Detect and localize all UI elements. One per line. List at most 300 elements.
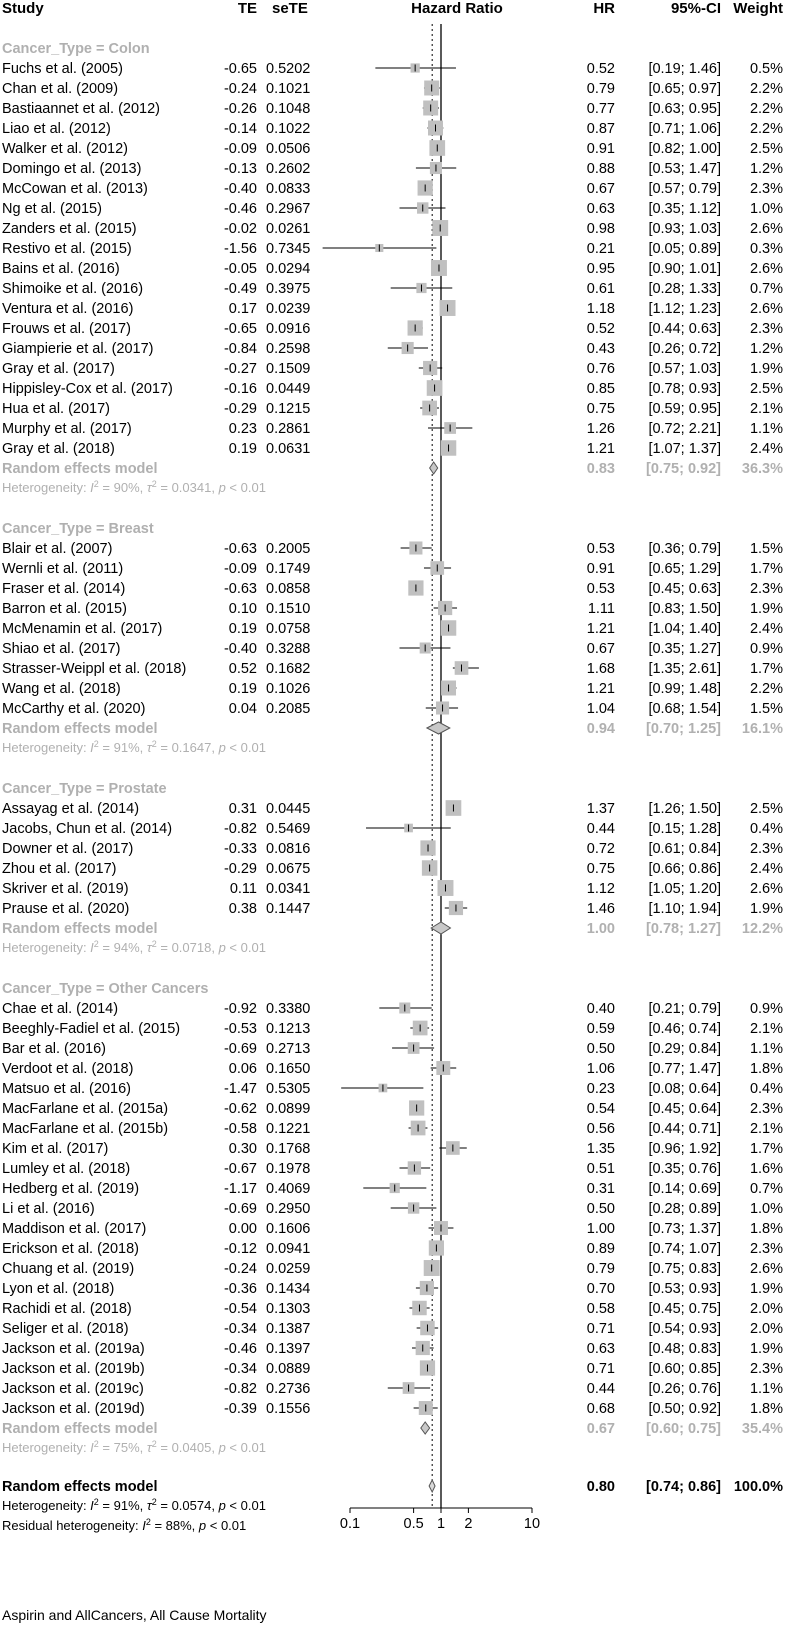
header-te: TE [237, 0, 257, 17]
study-sete: 0.2713 [266, 1041, 311, 1057]
study-weight: 0.9% [749, 641, 783, 657]
study-name: Barron et al. (2015) [2, 601, 127, 617]
study-name: Ng et al. (2015) [2, 201, 102, 217]
study-weight: 2.3% [749, 1241, 783, 1257]
study-ci: [0.65; 0.97] [648, 81, 721, 97]
het-i2-value: = 75%, [98, 1440, 147, 1455]
study-weight: 2.6% [749, 881, 783, 897]
study-sete: 0.2950 [266, 1201, 311, 1217]
study-hr: 1.21 [586, 441, 615, 457]
het-p-symbol: p [218, 940, 226, 955]
study-hr: 1.35 [586, 1141, 615, 1157]
study-sete: 0.0506 [266, 141, 311, 157]
study-ci: [0.53; 0.93] [648, 1281, 721, 1297]
column-headers [2, 0, 783, 17]
study-sete: 0.0341 [266, 881, 311, 897]
het-tau-symbol: τ [146, 480, 152, 495]
study-name: Jackson et al. (2019d) [2, 1401, 145, 1417]
study-sete: 0.1215 [266, 401, 311, 417]
study-ci: [0.59; 0.95] [648, 401, 721, 417]
study-sete: 0.1606 [266, 1221, 311, 1237]
subgroup-model-ci: [0.60; 0.75] [646, 1421, 721, 1437]
study-weight: 2.5% [749, 141, 783, 157]
subgroup-model-label: Random effects model [2, 1421, 158, 1437]
study-weight: 1.9% [749, 601, 783, 617]
study-ci: [0.54; 0.93] [648, 1321, 721, 1337]
study-hr: 0.91 [586, 561, 615, 577]
het-tau-symbol: τ [146, 740, 152, 755]
study-te: -0.26 [223, 101, 257, 117]
study-hr: 0.51 [586, 1161, 615, 1177]
study-name: Prause et al. (2020) [2, 901, 130, 917]
study-ci: [0.78; 0.93] [648, 381, 721, 397]
study-ci: [0.45; 0.63] [648, 581, 721, 597]
study-te: -0.40 [223, 641, 257, 657]
study-hr: 0.43 [586, 341, 615, 357]
study-sete: 0.1387 [266, 1321, 311, 1337]
study-ci: [0.63; 0.95] [648, 101, 721, 117]
study-sete: 0.5305 [266, 1081, 311, 1097]
study-te: 0.19 [228, 681, 257, 697]
study-ci: [0.29; 0.84] [648, 1041, 721, 1057]
study-ci: [0.60; 0.85] [648, 1361, 721, 1377]
study-sete: 0.0239 [266, 301, 311, 317]
subgroup-model-hr: 0.67 [586, 1421, 615, 1437]
study-ci: [0.65; 1.29] [648, 561, 721, 577]
study-weight: 0.9% [749, 1001, 783, 1017]
study-ci: [1.04; 1.40] [648, 621, 721, 637]
study-ci: [0.99; 1.48] [648, 681, 721, 697]
study-sete: 0.1768 [266, 1141, 311, 1157]
study-ci: [0.83; 1.50] [648, 601, 721, 617]
het-i2-value: = 88%, [150, 1518, 199, 1533]
study-weight: 1.6% [749, 1161, 783, 1177]
study-sete: 0.0758 [266, 621, 311, 637]
subgroup-model-weight: 35.4% [741, 1421, 783, 1437]
het-prefix: Residual heterogeneity: [2, 1518, 143, 1533]
study-hr: 1.26 [586, 421, 615, 437]
study-sete: 0.0858 [266, 581, 311, 597]
study-sete: 0.2598 [266, 341, 311, 357]
study-name: Skriver et al. (2019) [2, 881, 129, 897]
study-te: 0.10 [228, 601, 257, 617]
study-hr: 0.23 [586, 1081, 615, 1097]
study-te: -0.39 [223, 1401, 257, 1417]
study-te: -0.65 [223, 321, 257, 337]
study-sete: 0.0449 [266, 381, 311, 397]
study-sete: 0.1026 [266, 681, 311, 697]
study-sete: 0.0631 [266, 441, 311, 457]
study-ci: [0.44; 0.71] [648, 1121, 721, 1137]
study-sete: 0.1509 [266, 361, 311, 377]
het-prefix: Heterogeneity: [2, 1440, 91, 1455]
study-te: 0.17 [228, 301, 257, 317]
study-hr: 0.56 [586, 1121, 615, 1137]
study-hr: 1.18 [586, 301, 615, 317]
study-name: Jackson et al. (2019b) [2, 1361, 145, 1377]
study-weight: 0.7% [749, 281, 783, 297]
study-weight: 1.9% [749, 901, 783, 917]
study-hr: 0.52 [586, 61, 615, 77]
study-name: Bar et al. (2016) [2, 1041, 106, 1057]
study-ci: [1.05; 1.20] [648, 881, 721, 897]
het-tau-value: = 0.0718, [156, 940, 219, 955]
study-te: -0.58 [223, 1121, 257, 1137]
study-ci: [0.57; 0.79] [648, 181, 721, 197]
study-ci: [1.12; 1.23] [648, 301, 721, 317]
het-prefix: Heterogeneity: [2, 940, 91, 955]
study-sete: 0.1749 [266, 561, 311, 577]
study-ci: [0.35; 0.76] [648, 1161, 721, 1177]
study-weight: 2.5% [749, 801, 783, 817]
study-weight: 1.9% [749, 1281, 783, 1297]
study-weight: 1.8% [749, 1221, 783, 1237]
study-hr: 1.68 [586, 661, 615, 677]
study-name: Jackson et al. (2019a) [2, 1341, 145, 1357]
study-te: -0.27 [223, 361, 257, 377]
x-axis-tick-label: 0.5 [403, 1516, 424, 1532]
study-sete: 0.2967 [266, 201, 311, 217]
study-name: Verdoot et al. (2018) [2, 1061, 134, 1077]
x-axis-tick-label: 10 [523, 1516, 541, 1532]
study-name: Fuchs et al. (2005) [2, 61, 123, 77]
study-weight: 1.1% [749, 421, 783, 437]
study-sete: 0.3288 [266, 641, 311, 657]
study-name: Maddison et al. (2017) [2, 1221, 147, 1237]
study-te: -0.69 [223, 1041, 257, 1057]
study-te: -0.24 [223, 1261, 257, 1277]
study-weight: 2.6% [749, 221, 783, 237]
study-te: -0.54 [223, 1301, 257, 1317]
study-ci: [0.46; 0.74] [648, 1021, 721, 1037]
study-sete: 0.3380 [266, 1001, 311, 1017]
het-tau-exp: 2 [151, 1439, 157, 1449]
x-axis-tick-label: 0.1 [339, 1516, 361, 1532]
x-axis-tick-label: 2 [464, 1516, 473, 1532]
study-name: Liao et al. (2012) [2, 121, 111, 137]
study-hr: 1.04 [586, 701, 615, 717]
study-te: -0.34 [223, 1361, 257, 1377]
study-te: -0.67 [223, 1161, 257, 1177]
study-sete: 0.2861 [266, 421, 311, 437]
study-te: -0.29 [223, 401, 257, 417]
het-tau-symbol: τ [146, 1498, 152, 1513]
het-p-value: < 0.01 [225, 1440, 266, 1455]
study-weight: 2.6% [749, 301, 783, 317]
study-te: -0.14 [223, 121, 257, 137]
study-hr: 0.95 [586, 261, 615, 277]
study-te: -0.84 [223, 341, 257, 357]
study-hr: 0.70 [586, 1281, 615, 1297]
subgroup-model-ci: [0.70; 1.25] [646, 721, 721, 737]
study-hr: 1.12 [586, 881, 615, 897]
study-te: -1.17 [223, 1181, 257, 1197]
study-te: -0.24 [223, 81, 257, 97]
overall-model-weight: 100.0% [733, 1479, 783, 1495]
header-study: Study [2, 0, 44, 17]
study-ci: [0.61; 0.84] [648, 841, 721, 857]
study-sete: 0.0294 [266, 261, 311, 277]
study-sete: 0.2005 [266, 541, 311, 557]
study-name: Hedberg et al. (2019) [2, 1181, 140, 1197]
study-te: -0.49 [223, 281, 257, 297]
study-hr: 1.46 [586, 901, 615, 917]
study-hr: 0.75 [586, 861, 615, 877]
study-te: -0.65 [223, 61, 257, 77]
het-p-symbol: p [218, 740, 226, 755]
study-sete: 0.1021 [266, 81, 311, 97]
study-name: Kim et al. (2017) [2, 1141, 109, 1157]
study-hr: 0.63 [586, 201, 615, 217]
study-weight: 1.9% [749, 361, 783, 377]
study-weight: 1.2% [749, 341, 783, 357]
het-i2-symbol: I [90, 1498, 94, 1513]
study-ci: [0.19; 1.46] [648, 61, 721, 77]
het-tau-exp: 2 [151, 479, 157, 489]
study-ci: [0.77; 1.47] [648, 1061, 721, 1077]
het-tau-symbol: τ [146, 940, 152, 955]
study-ci: [0.48; 0.83] [648, 1341, 721, 1357]
study-sete: 0.1650 [266, 1061, 311, 1077]
study-hr: 0.72 [586, 841, 615, 857]
study-ci: [0.66; 0.86] [648, 861, 721, 877]
study-ci: [0.74; 1.07] [648, 1241, 721, 1257]
het-i2-symbol: I [90, 740, 94, 755]
study-weight: 2.3% [749, 181, 783, 197]
het-i2-symbol: I [90, 940, 94, 955]
study-ci: [0.82; 1.00] [648, 141, 721, 157]
het-p-symbol: p [218, 480, 226, 495]
study-te: -0.16 [223, 381, 257, 397]
study-name: Fraser et al. (2014) [2, 581, 126, 597]
het-tau-symbol: τ [146, 1440, 152, 1455]
study-weight: 1.1% [749, 1041, 783, 1057]
overall-model-diamond [429, 1480, 435, 1492]
study-te: 0.06 [228, 1061, 257, 1077]
study-te: -0.36 [223, 1281, 257, 1297]
study-ci: [0.53; 1.47] [648, 161, 721, 177]
het-p-value: < 0.01 [225, 480, 266, 495]
study-ci: [0.26; 0.72] [648, 341, 721, 357]
study-hr: 0.44 [586, 1381, 615, 1397]
study-sete: 0.0445 [266, 801, 311, 817]
study-sete: 0.1682 [266, 661, 311, 677]
study-sete: 0.0899 [266, 1101, 311, 1117]
study-hr: 0.71 [586, 1321, 615, 1337]
study-sete: 0.1221 [266, 1121, 311, 1137]
study-ci: [0.28; 1.33] [648, 281, 721, 297]
het-tau-exp: 2 [151, 939, 157, 949]
study-weight: 1.8% [749, 1061, 783, 1077]
het-prefix: Heterogeneity: [2, 740, 91, 755]
study-sete: 0.2085 [266, 701, 311, 717]
study-name: Rachidi et al. (2018) [2, 1301, 132, 1317]
study-name: Assayag et al. (2014) [2, 801, 140, 817]
study-ci: [0.28; 0.89] [648, 1201, 721, 1217]
het-p-value: < 0.01 [225, 940, 266, 955]
study-name: Giampierie et al. (2017) [2, 341, 154, 357]
subgroup-model-diamond [430, 462, 438, 474]
study-te: -0.63 [223, 541, 257, 557]
study-ci: [0.05; 0.89] [648, 241, 721, 257]
study-weight: 1.8% [749, 1401, 783, 1417]
study-te: -0.63 [223, 581, 257, 597]
study-weight: 2.2% [749, 121, 783, 137]
study-name: Hippisley-Cox et al. (2017) [2, 381, 173, 397]
study-name: Murphy et al. (2017) [2, 421, 132, 437]
study-ci: [0.26; 0.76] [648, 1381, 721, 1397]
study-ci: [0.71; 1.06] [648, 121, 721, 137]
study-weight: 1.5% [749, 701, 783, 717]
study-te: 0.38 [228, 901, 257, 917]
study-sete: 0.0816 [266, 841, 311, 857]
het-p-symbol: p [218, 1498, 226, 1513]
study-hr: 0.52 [586, 321, 615, 337]
study-name: Restivo et al. (2015) [2, 241, 132, 257]
study-hr: 0.53 [586, 581, 615, 597]
study-name: Strasser-Weippl et al. (2018) [2, 661, 187, 677]
study-hr: 0.21 [586, 241, 615, 257]
study-sete: 0.1434 [266, 1281, 311, 1297]
study-ci: [0.90; 1.01] [648, 261, 721, 277]
study-te: -0.62 [223, 1101, 257, 1117]
subgroup-model-hr: 0.83 [586, 461, 615, 477]
study-weight: 0.4% [749, 821, 783, 837]
study-name: Wernli et al. (2011) [2, 561, 124, 577]
het-i2-exp: 2 [93, 739, 99, 749]
study-weight: 2.0% [749, 1321, 783, 1337]
study-weight: 1.9% [749, 1341, 783, 1357]
study-weight: 2.4% [749, 621, 783, 637]
subgroup-model-weight: 16.1% [741, 721, 783, 737]
study-weight: 2.1% [749, 401, 783, 417]
study-ci: [0.93; 1.03] [648, 221, 721, 237]
study-te: -0.12 [223, 1241, 257, 1257]
study-sete: 0.1048 [266, 101, 311, 117]
subgroup-label: Cancer_Type = Prostate [2, 781, 167, 797]
study-name: Gray et al. (2018) [2, 441, 115, 457]
study-weight: 0.4% [749, 1081, 783, 1097]
study-weight: 1.2% [749, 161, 783, 177]
het-tau-value: = 0.1647, [156, 740, 219, 755]
study-te: -1.47 [223, 1081, 257, 1097]
het-i2-exp: 2 [93, 939, 99, 949]
subgroup-heterogeneity [2, 739, 266, 755]
subgroup-model-diamond [421, 1422, 430, 1434]
het-tau-value: = 0.0405, [156, 1440, 219, 1455]
het-p-symbol: p [218, 1440, 226, 1455]
study-hr: 0.79 [586, 81, 615, 97]
study-ci: [1.07; 1.37] [648, 441, 721, 457]
het-i2-value: = 94%, [98, 940, 147, 955]
subgroup-heterogeneity [2, 939, 266, 955]
overall-heterogeneity [2, 1497, 266, 1513]
study-name: Shiao et al. (2017) [2, 641, 121, 657]
study-hr: 1.06 [586, 1061, 615, 1077]
study-name: Shimoike et al. (2016) [2, 281, 144, 297]
chart-caption: Aspirin and AllCancers, All Cause Mortality [2, 1607, 267, 1623]
study-hr: 0.85 [586, 381, 615, 397]
subgroup-label: Cancer_Type = Other Cancers [2, 981, 209, 997]
study-name: Wang et al. (2018) [2, 681, 121, 697]
study-name: McCarthy et al. (2020) [2, 701, 146, 717]
study-name: Erickson et al. (2018) [2, 1241, 140, 1257]
study-name: Matsuo et al. (2016) [2, 1081, 131, 1097]
study-name: Bains et al. (2016) [2, 261, 120, 277]
het-tau-exp: 2 [151, 739, 157, 749]
het-i2-exp: 2 [93, 1497, 99, 1507]
study-ci: [0.75; 0.83] [648, 1261, 721, 1277]
study-hr: 0.87 [586, 121, 615, 137]
study-hr: 0.59 [586, 1021, 615, 1037]
het-p-value: < 0.01 [225, 740, 266, 755]
residual-heterogeneity [2, 1517, 246, 1533]
subgroup-label: Cancer_Type = Breast [2, 521, 154, 537]
study-ci: [0.14; 0.69] [648, 1181, 721, 1197]
study-weight: 2.2% [749, 81, 783, 97]
study-te: -0.29 [223, 861, 257, 877]
study-ci: [0.50; 0.92] [648, 1401, 721, 1417]
het-i2-symbol: I [142, 1518, 146, 1533]
study-weight: 1.7% [749, 561, 783, 577]
study-hr: 1.37 [586, 801, 615, 817]
study-ci: [0.73; 1.37] [648, 1221, 721, 1237]
study-te: 0.30 [228, 1141, 257, 1157]
study-te: 0.31 [228, 801, 257, 817]
study-hr: 0.58 [586, 1301, 615, 1317]
study-weight: 2.3% [749, 321, 783, 337]
study-hr: 0.67 [586, 181, 615, 197]
study-hr: 0.44 [586, 821, 615, 837]
study-weight: 0.5% [749, 61, 783, 77]
study-weight: 0.3% [749, 241, 783, 257]
study-hr: 0.71 [586, 1361, 615, 1377]
study-te: -0.13 [223, 161, 257, 177]
study-ci: [0.36; 0.79] [648, 541, 721, 557]
study-hr: 0.89 [586, 1241, 615, 1257]
study-sete: 0.0889 [266, 1361, 311, 1377]
het-p-value: < 0.01 [225, 1498, 266, 1513]
study-sete: 0.7345 [266, 241, 311, 257]
study-name: Ventura et al. (2016) [2, 301, 134, 317]
het-i2-exp: 2 [145, 1517, 151, 1527]
study-weight: 2.2% [749, 681, 783, 697]
study-hr: 0.68 [586, 1401, 615, 1417]
subgroup-model-ci: [0.75; 0.92] [646, 461, 721, 477]
study-te: -0.34 [223, 1321, 257, 1337]
het-i2-exp: 2 [93, 1439, 99, 1449]
study-hr: 0.98 [586, 221, 615, 237]
study-weight: 0.7% [749, 1181, 783, 1197]
study-ci: [1.26; 1.50] [648, 801, 721, 817]
study-te: -0.09 [223, 561, 257, 577]
study-weight: 2.2% [749, 101, 783, 117]
study-ci: [0.72; 2.21] [648, 421, 721, 437]
study-te: 0.04 [228, 701, 257, 717]
study-weight: 2.3% [749, 1101, 783, 1117]
study-name: Chan et al. (2009) [2, 81, 119, 97]
study-weight: 1.0% [749, 201, 783, 217]
study-name: Frouws et al. (2017) [2, 321, 131, 337]
het-i2-symbol: I [90, 1440, 94, 1455]
study-weight: 2.1% [749, 1021, 783, 1037]
study-name: McMenamin et al. (2017) [2, 621, 163, 637]
study-sete: 0.5469 [266, 821, 311, 837]
study-ci: [0.68; 1.54] [648, 701, 721, 717]
study-name: Li et al. (2016) [2, 1201, 95, 1217]
study-sete: 0.1510 [266, 601, 311, 617]
het-i2-exp: 2 [93, 479, 99, 489]
